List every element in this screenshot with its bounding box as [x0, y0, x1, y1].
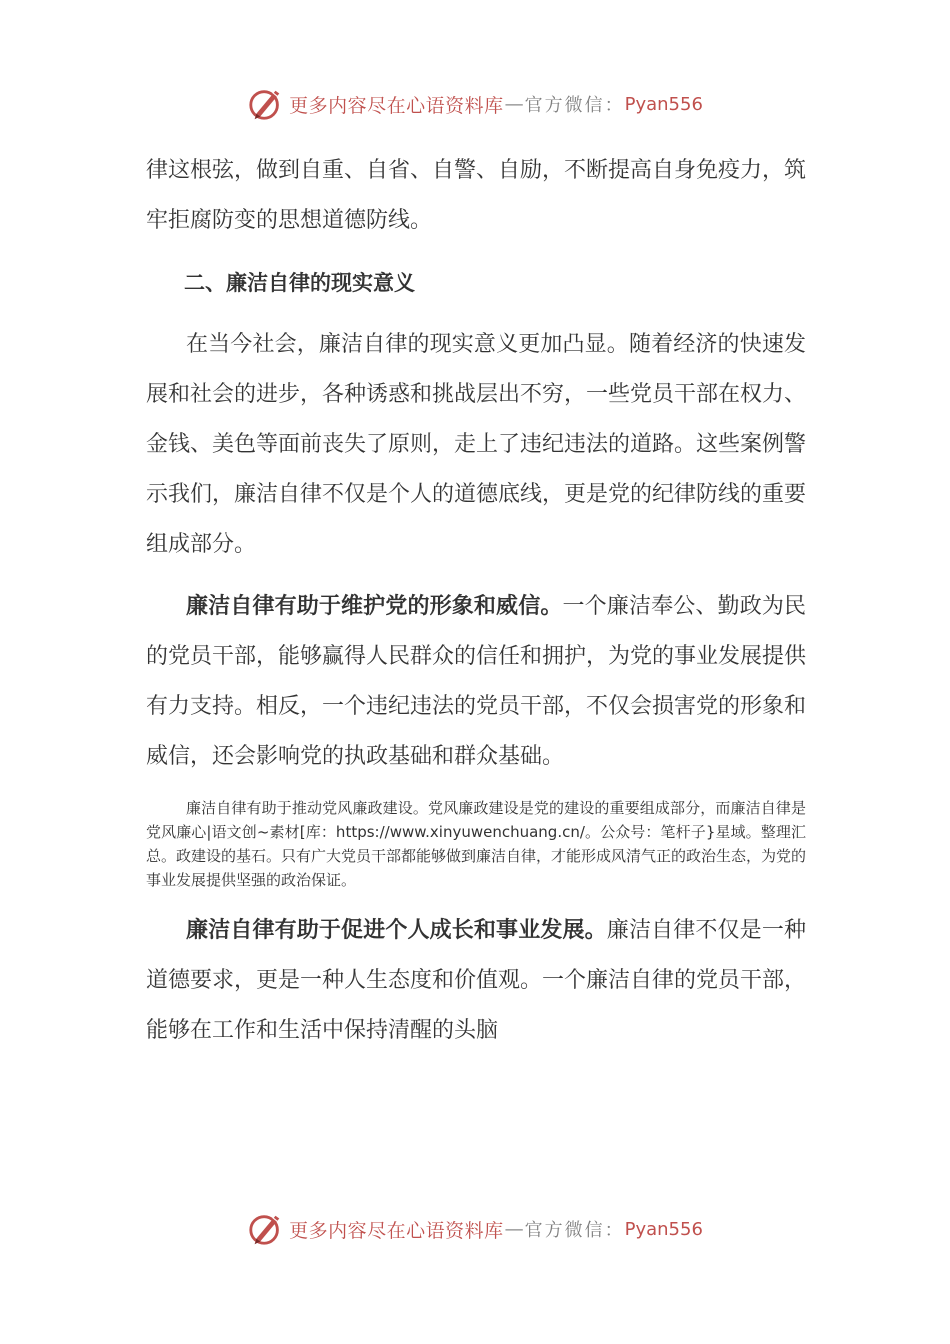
paragraph-lead-bold: 廉洁自律有助于维护党的形象和威信。	[186, 594, 563, 619]
banner-brand-text: 更多内容尽在心语资料库	[289, 94, 504, 117]
section-heading: 二、廉洁自律的现实意义	[184, 271, 415, 295]
paragraph-small-print: 廉洁自律有助于推动党风廉政建设。党风廉政建设是党的建设的重要组成部分，而廉洁自律是党风廉心|语文创~素材[库：https://www.xinyuwenchuang.cn/。公众号：笔杆子}星域。整理汇总。政建设的基石。只有广大党员干部都能够做到廉洁自律，才能形成风清气正的政治生态，为党的事业发展提供坚强的政治保证。	[146, 799, 807, 889]
banner-brand-text: 更多内容尽在心语资料库	[289, 1219, 504, 1242]
banner-separator: —	[504, 93, 524, 115]
footer-banner	[0, 1207, 950, 1251]
paragraph-continuation: 律这根弦，做到自重、自省、自警、自励，不断提高自身免疫力，筑牢拒腐防变的思想道德防线。	[146, 158, 807, 233]
banner-wechat-label: 官方微信：	[524, 1220, 625, 1241]
pen-logo-icon	[247, 85, 285, 123]
banner-separator: —	[504, 1218, 524, 1240]
paragraph-significance: 在当今社会，廉洁自律的现实意义更加凸显。随着经济的快速发展和社会的进步，各种诱惑和挑战层出不穷，一些党员干部在权力、金钱、美色等面前丧失了原则，走上了违纪违法的道路。这些案例警示我们，廉洁自律不仅是个人的道德底线，更是党的纪律防线的重要组成部分。	[146, 332, 807, 557]
banner-wechat-id: Pyan556	[624, 1218, 703, 1240]
paragraph-body: 一个廉洁奉公、勤政为民的党员干部，能够赢得人民群众的信任和拥护，为党的事业发展提供有力支持。相反，一个违纪违法的党员干部，不仅会损害党的形象和威信，还会影响党的执政基础和群众基础。	[146, 594, 807, 769]
paragraph-personal-growth	[146, 906, 806, 1056]
banner-wechat-label: 官方微信：	[524, 95, 625, 116]
paragraph-party-image	[146, 582, 806, 782]
paragraph-lead-bold: 廉洁自律有助于促进个人成长和事业发展。	[186, 918, 607, 943]
paragraph-body: 廉洁自律不仅是一种道德要求，更是一种人生态度和价值观。一个廉洁自律的党员干部，能够在工作和生活中保持清醒的头脑	[146, 918, 807, 1043]
document-body	[146, 146, 806, 1056]
header-banner	[0, 82, 950, 126]
banner-wechat-id: Pyan556	[624, 93, 703, 115]
pen-logo-icon	[247, 1210, 285, 1248]
